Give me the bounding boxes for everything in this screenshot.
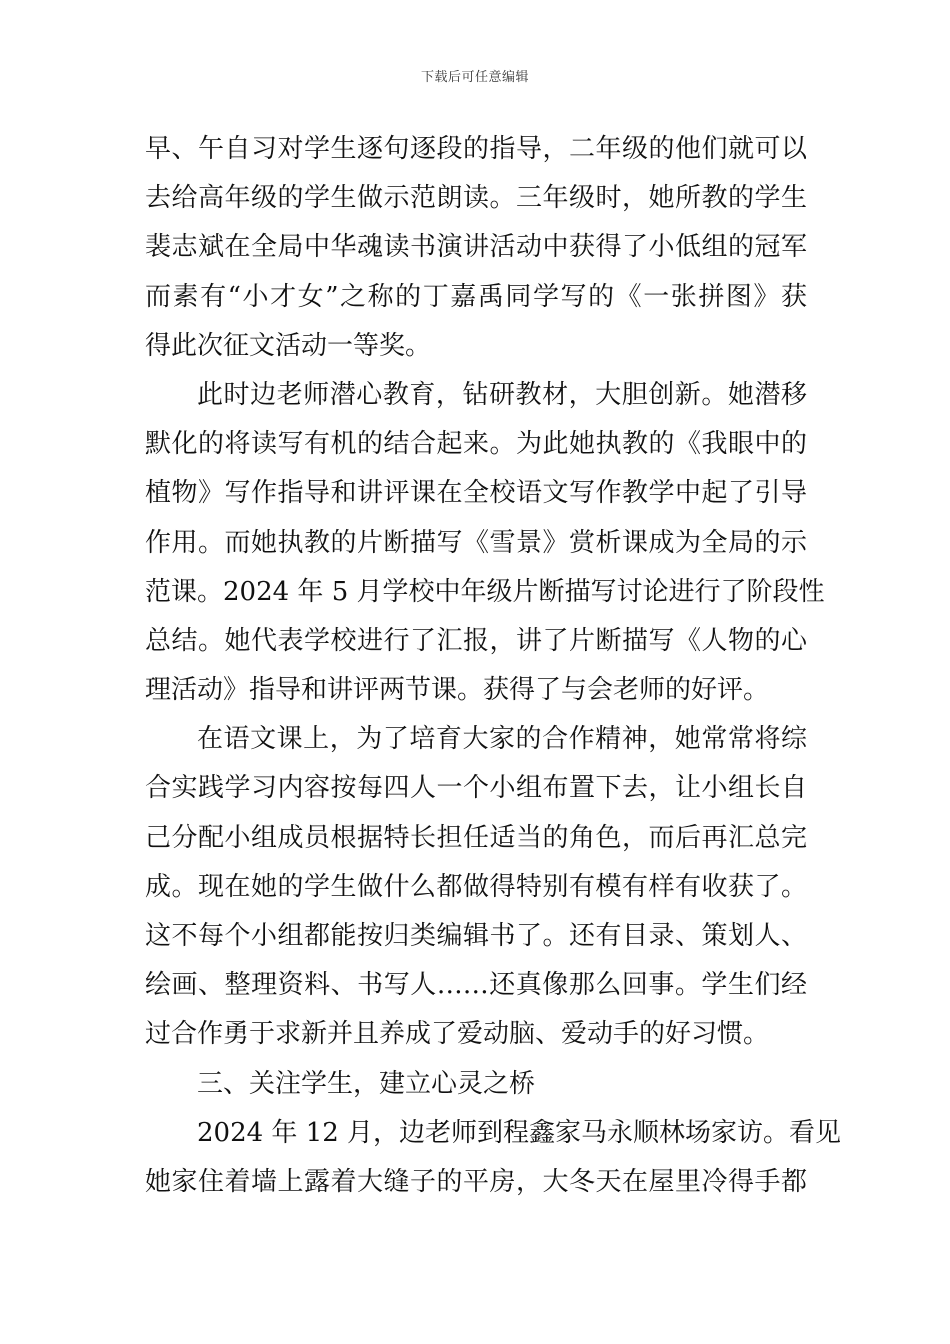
text-line: 己分配小组成员根据特长担任适当的角色，而后再汇总完 — [145, 822, 807, 853]
text-line: 作用。而她执教的片断描写《雪景》赏析课成为全局的示 — [145, 527, 807, 558]
text-line: 她家住着墙上露着大缝子的平房，大冬天在屋里冷得手都 — [145, 1166, 807, 1197]
text-line: 绘画、整理资料、书写人……还真像那么回事。学生们经 — [145, 970, 807, 1001]
text-line: 过合作勇于求新并且养成了爱动脑、爱动手的好习惯。 — [145, 1019, 770, 1050]
page-header: 下载后可任意编辑 — [420, 70, 529, 85]
text-line: 总结。她代表学校进行了汇报，讲了片断描写《人物的心 — [145, 625, 807, 656]
text-line: 在语文课上，为了培育大家的合作精神，她常常将综 — [197, 724, 807, 755]
text-line: 成。现在她的学生做什么都做得特别有模有样有收获了。 — [145, 871, 807, 902]
document-body — [145, 125, 842, 1207]
text-line: 这不每个小组都能按归类编辑书了。还有目录、策划人、 — [145, 921, 807, 951]
text-line: 此时边老师潜心教育，钻研教材，大胆创新。她潜移 — [197, 379, 807, 410]
text-line: 2024 年 12 月，边老师到程鑫家马永顺林场家访。看见 — [197, 1117, 842, 1148]
text-line: 而素有“小才女”之称的丁嘉禹同学写的《一张拼图》获 — [145, 281, 807, 312]
text-line: 合实践学习内容按每四人一个小组布置下去，让小组长自 — [145, 773, 807, 804]
text-line: 范课。2024 年 5 月学校中年级片断描写讨论进行了阶段性 — [145, 576, 825, 607]
section-heading: 三、关注学生，建立心灵之桥 — [197, 1068, 536, 1099]
text-line: 去给高年级的学生做示范朗读。三年级时，她所教的学生 — [145, 183, 807, 214]
text-line: 默化的将读写有机的结合起来。为此她执教的《我眼中的 — [145, 429, 807, 460]
text-line: 理活动》指导和讲评两节课。获得了与会老师的好评。 — [145, 675, 770, 706]
text-line: 植物》写作指导和讲评课在全校语文写作教学中起了引导 — [145, 478, 807, 509]
text-line: 早、午自习对学生逐句逐段的指导，二年级的他们就可以 — [145, 134, 807, 164]
text-line: 裴志斌在全局中华魂读书演讲活动中获得了小低组的冠军 — [145, 232, 807, 263]
text-line: 得此次征文活动一等奖。 — [145, 330, 432, 361]
